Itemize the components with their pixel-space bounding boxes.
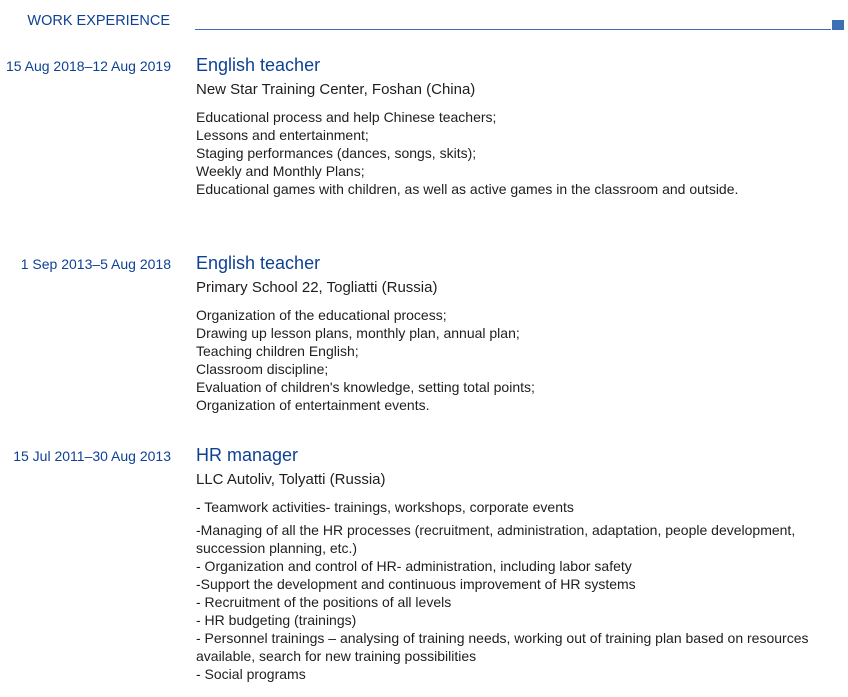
responsibility-line: - Recruitment of the positions of all levels [196, 594, 452, 610]
responsibilities [196, 498, 836, 683]
entry-dates: 1 Sep 2013–5 Aug 2018 [20, 256, 171, 272]
responsibility-line: Organization of the educational process; [196, 307, 447, 323]
entry-dates: 15 Jul 2011–30 Aug 2013 [13, 448, 171, 464]
section-divider [195, 29, 831, 30]
responsibility-line: Evaluation of children's knowledge, setting total points; [196, 379, 535, 395]
section-title: WORK EXPERIENCE [27, 13, 170, 29]
responsibility-line: -Managing of all the HR processes (recruitment, administration, adaptation, people development, [196, 522, 796, 538]
job-title: HR manager [196, 445, 299, 465]
job-title: English teacher [196, 253, 321, 273]
employer: New Star Training Center, Foshan (China) [196, 81, 476, 98]
responsibility-line: - Personnel trainings – analysing of training needs, working out of training plan based on resources [196, 630, 809, 646]
responsibility-line: Weekly and Monthly Plans; [196, 163, 365, 179]
entry-body [196, 444, 836, 683]
employer: LLC Autoliv, Tolyatti (Russia) [196, 471, 386, 488]
responsibilities [196, 306, 836, 414]
responsibility-line: Staging performances (dances, songs, skits); [196, 145, 477, 161]
responsibility-line: Drawing up lesson plans, monthly plan, annual plan; [196, 325, 520, 341]
responsibility-line: -Support the development and continuous improvement of HR systems [196, 576, 636, 592]
responsibilities [196, 108, 836, 198]
responsibility-line: Classroom discipline; [196, 361, 329, 377]
responsibility-line: - HR budgeting (trainings) [196, 612, 357, 628]
entry-dates: 15 Aug 2018–12 Aug 2019 [5, 58, 171, 74]
responsibility-line: - Organization and control of HR- administration, including labor safety [196, 558, 632, 574]
responsibility-line: - Teamwork activities- trainings, workshops, corporate events [196, 499, 574, 515]
section-marker [832, 20, 844, 30]
employer: Primary School 22, Togliatti (Russia) [196, 279, 438, 296]
responsibility-line: Lessons and entertainment; [196, 127, 369, 143]
responsibility-line: Educational games with children, as well as active games in the classroom and outside. [196, 181, 739, 197]
entry-body [196, 54, 836, 198]
responsibility-line: - Social programs [196, 666, 306, 682]
responsibility-line: Organization of entertainment events. [196, 397, 430, 413]
responsibility-line: available, search for new training possibilities [196, 648, 477, 664]
entry-body [196, 252, 836, 414]
job-title: English teacher [196, 55, 321, 75]
responsibility-line: succession planning, etc.) [196, 540, 358, 556]
responsibility-line: Teaching children English; [196, 343, 359, 359]
responsibility-line: Educational process and help Chinese teachers; [196, 109, 497, 125]
